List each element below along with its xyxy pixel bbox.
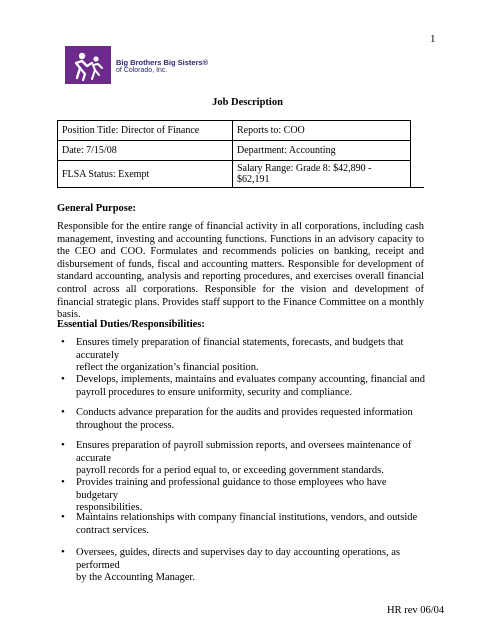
duty-line: Maintains relationships with company financial institutions, vendors, and outside: [76, 512, 418, 523]
table-row: [58, 161, 411, 188]
logo-name: Big Brothers Big Sisters®: [116, 58, 209, 67]
bullet-icon: •: [61, 476, 65, 488]
table-row: [58, 121, 411, 141]
document-title: Job Description: [212, 97, 283, 108]
bullet-icon: •: [61, 511, 65, 523]
duty-line: Oversees, guides, directs and supervises day to day accounting operations, as performed: [76, 547, 400, 571]
duties-heading: Essential Duties/Responsibilities:: [57, 319, 205, 330]
duty-line: reflect the organization’s financial position.: [76, 362, 259, 373]
general-purpose-heading: General Purpose:: [57, 203, 137, 214]
bullet-icon: •: [61, 373, 65, 385]
table-cell: Position Title: Director of Finance: [58, 121, 233, 141]
duty-line: by the Accounting Manager.: [76, 572, 195, 583]
bullet-icon: •: [61, 406, 65, 418]
duty-line: payroll records for a period equal to, or exceeding government standards.: [76, 465, 384, 476]
job-info-table: [57, 120, 411, 188]
section-divider: [57, 187, 424, 188]
duty-line: Ensures timely preparation of financial statements, forecasts, and budgets that accurately: [76, 337, 404, 361]
duty-line: responsibilities.: [76, 502, 143, 513]
duty-line: throughout the process.: [76, 419, 175, 431]
page-number: 1: [430, 33, 436, 45]
duty-line: Ensures preparation of payroll submission reports, and oversees maintenance of accurate: [76, 440, 412, 464]
table-row: [58, 141, 411, 161]
duty-line: contract services.: [76, 524, 149, 536]
revision-footer: HR rev 06/04: [387, 605, 445, 616]
table-cell: Reports to: COO: [233, 121, 411, 141]
organization-logo: [65, 46, 285, 86]
bullet-icon: •: [61, 439, 65, 451]
logo-subname: of Colorado, Inc.: [116, 67, 168, 74]
duty-line: Conducts advance preparation for the audits and provides requested information: [76, 407, 413, 418]
table-cell: FLSA Status: Exempt: [58, 161, 233, 188]
logo-mark-icon: [65, 46, 111, 84]
duty-line: Develops, implements, maintains and evaluates company accounting, financial and: [76, 374, 426, 385]
general-purpose-text: Responsible for the entire range of financial activity in all corporations, including cash management, investing and accounting functions. Functions in an advisory capacity to the CEO and COO. Formulates and recommends policies on banking, receipt and disbursement of funds, fiscal and accounting matters. Responsible for development of standard accounting, analysis and reporting procedures, and exercises overall financial control across all corporations. Responsible for the vision and development of financial strategic plans. Provides staff support to the Finance Committee on a monthly basis.: [57, 221, 424, 321]
table-cell: Department: Accounting: [233, 141, 411, 161]
duty-line: Provides training and professional guidance to those employees who have budgetary: [76, 477, 387, 501]
bullet-icon: •: [61, 336, 65, 348]
table-cell: Salary Range: Grade 8: $42,890 - $62,191: [233, 161, 411, 188]
bullet-icon: •: [61, 546, 65, 558]
table-cell: Date: 7/15/08: [58, 141, 233, 161]
duty-line: payroll procedures to ensure uniformity, security and compliance.: [76, 386, 353, 398]
